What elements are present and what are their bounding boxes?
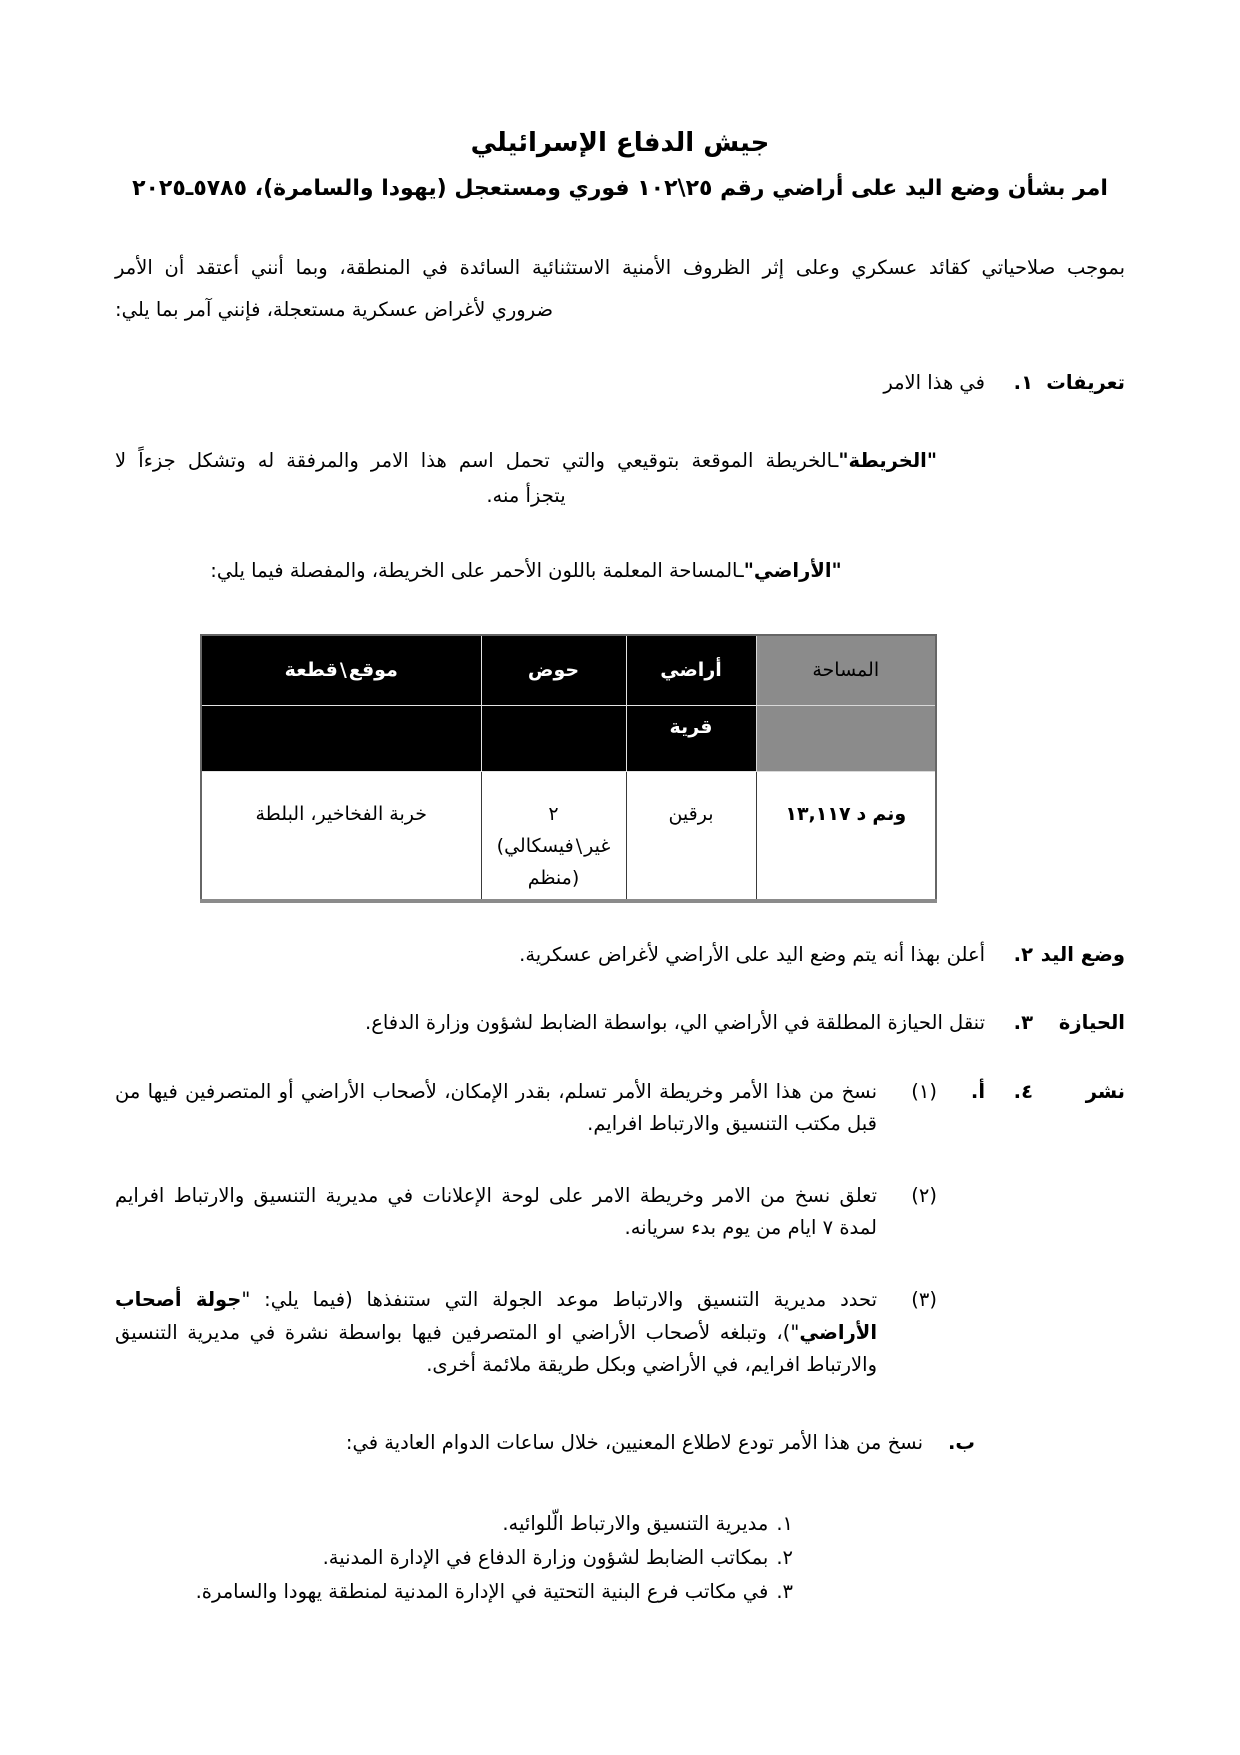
order-subtitle: امر بشأن وضع اليد على أراضي رقم ٢٥\١٠٢ فوري ومستعجل (يهودا والسامرة)، ٥٧٨٥ـ٢٠٢٥	[132, 176, 1108, 201]
parcel-separator: \	[339, 659, 347, 682]
col-header-parcel-location-text	[284, 653, 399, 687]
col-header-village-lands: أراضي	[626, 635, 756, 705]
table-header-row	[201, 635, 936, 705]
item-3-text-post: ")، وتبلغه لأصحاب الأراضي او المتصرفين فيها بواسطة نشرة في مديرية التنسيق والارتباط افرايم، في الأراضي وبكل طريقة ملائمة أخرى.	[115, 1320, 877, 1376]
cell-parcel-location: خربة الفخاخير، البلطة	[201, 771, 481, 901]
list-item	[115, 1284, 937, 1381]
deposit-3-marker: ٣.	[776, 1580, 793, 1604]
deposit-1-marker: ١.	[776, 1512, 793, 1536]
definition-map	[115, 443, 937, 513]
section-definitions	[115, 367, 1125, 399]
cell-basin-note-line-2: منظم)	[527, 867, 580, 890]
list-item	[115, 1507, 793, 1541]
definition-map-term: "الخريطة"	[838, 449, 937, 473]
section-definitions-label: تعريفات	[1046, 370, 1125, 394]
sub-b-text: نسخ من هذا الأمر تودع لاطلاع المعنيين، خلال ساعات الدوام العادية في:	[345, 1430, 923, 1454]
definition-lands	[115, 553, 937, 588]
area-number: ١٣,١١٧	[785, 802, 851, 825]
deposit-2-text: بمكاتب الضابط لشؤون وزارة الدفاع في الإدارة المدنية.	[322, 1546, 769, 1570]
list-item	[115, 1541, 793, 1575]
section-seizure-label: وضع اليد	[1040, 943, 1125, 967]
cell-basin-note-line-1	[482, 830, 626, 862]
definition-map-text: ـالخريطة الموقعة بتوقيعي والتي تحمل اسم هذا الامر والمرفقة له وتشكل جزءاً لا	[115, 449, 839, 473]
col-header-area-spacer	[756, 705, 936, 771]
section-publication-label: نشر	[1085, 1079, 1125, 1103]
section-definitions-number: ١.	[1013, 370, 1033, 394]
section-possession-number: ٣.	[1013, 1011, 1033, 1035]
basin-note-separator: \	[575, 835, 583, 858]
deposit-list	[115, 1507, 793, 1609]
col-header-area: المساحة	[756, 635, 936, 705]
col-header-basin-spacer	[481, 705, 626, 771]
item-2-marker: (٢)	[911, 1183, 937, 1207]
lands-table-wrapper	[115, 634, 937, 903]
cell-area	[756, 771, 936, 901]
section-publication-sub-letter: أ.	[970, 1079, 985, 1103]
basin-note-word-1: (فيسكالي	[496, 835, 574, 858]
deposit-3-text: في مكاتب فرع البنية التحتية في الإدارة المدنية لمنطقة يهودا والسامرة.	[195, 1580, 769, 1604]
list-item	[115, 1575, 793, 1609]
item-3-text-pre: تحدد مديرية التنسيق والارتباط موعد الجولة التي ستنفذها (فيما يلي: "	[241, 1288, 877, 1312]
parcel-word: قطعة	[284, 659, 338, 682]
area-unit-2: ونم	[872, 802, 907, 825]
definition-map-line-2: يتجزأ منه.	[486, 484, 566, 508]
sub-b-marker: ب.	[947, 1430, 975, 1454]
page-title: جيش الدفاع الإسرائيلي	[470, 128, 770, 158]
item-1-text: نسخ من هذا الأمر وخريطة الأمر تسلم، بقدر الإمكان، لأصحاب الأراضي أو المتصرفين فيها من قبل مكتب التنسيق والارتباط افرايم.	[115, 1079, 877, 1135]
area-unit-1: د	[856, 802, 867, 825]
section-publication-number: ٤.	[1013, 1079, 1033, 1103]
list-item	[115, 1076, 937, 1140]
section-seizure-text: أعلن بهذا أنه يتم وضع اليد على الأراضي لأغراض عسكرية.	[519, 943, 985, 967]
definition-lands-term: "الأراضي"	[743, 559, 842, 583]
col-header-basin: حوض	[481, 635, 626, 705]
table-row	[201, 771, 936, 901]
definition-lands-text: ـالمساحة المعلمة باللون الأحمر على الخريطة، والمفصلة فيما يلي:	[210, 559, 744, 583]
intro-line-2: ضروري لأغراض عسكرية مستعجلة، فإنني آمر بما يلي:	[115, 297, 554, 321]
section-possession-text: تنقل الحيازة المطلقة في الأراضي الي، بواسطة الضابط لشؤون وزارة الدفاع.	[365, 1011, 985, 1035]
section-publication	[115, 1076, 1125, 1381]
deposit-1-text: مديرية التنسيق والارتباط الّلوائيه.	[502, 1512, 769, 1536]
item-3-marker: (٣)	[911, 1288, 937, 1312]
cell-area-value	[782, 798, 909, 830]
cell-village: برقين	[626, 771, 756, 901]
section-possession	[115, 1007, 1125, 1039]
table-header-row-2	[201, 705, 936, 771]
section-possession-label: الحيازة	[1058, 1011, 1125, 1035]
section-seizure	[115, 939, 1125, 971]
list-item	[115, 1180, 937, 1244]
definition-map-line-1	[115, 443, 937, 478]
deposit-2-marker: ٢.	[776, 1546, 793, 1570]
cell-basin-number: ٢	[548, 802, 559, 825]
col-header-village-line-2: قرية	[626, 705, 756, 771]
intro-line-1: بموجب صلاحياتي كقائد عسكري وعلى إثر الظروف الأمنية الاستثنائية السائدة في المنطقة، وبما أنني أعتقد أن الأمر	[115, 256, 1125, 279]
col-header-parcel-spacer	[201, 705, 481, 771]
location-word: موقع	[348, 659, 398, 682]
cell-basin	[481, 771, 626, 901]
basin-note-word-2: غير	[584, 835, 611, 858]
item-3-text-bold: جولة أصحاب الأراضي	[115, 1288, 877, 1344]
item-3-text	[115, 1284, 877, 1381]
section-definitions-text: في هذا الامر	[883, 370, 985, 394]
intro-paragraph	[115, 247, 1125, 331]
item-2-text: تعلق نسخ من الامر وخريطة الامر على لوحة الإعلانات في مديرية التنسيق والارتباط افرايم لمدة ٧ ايام من يوم بدء سريانه.	[115, 1183, 877, 1240]
section-seizure-number: ٢.	[1013, 943, 1033, 967]
publication-items	[115, 1076, 937, 1381]
col-header-parcel-location	[201, 635, 481, 705]
item-1-marker: (١)	[911, 1079, 937, 1103]
section-publication-sub-b	[115, 1427, 975, 1459]
cell-basin-note-parts	[496, 830, 612, 862]
lands-table	[200, 634, 937, 903]
